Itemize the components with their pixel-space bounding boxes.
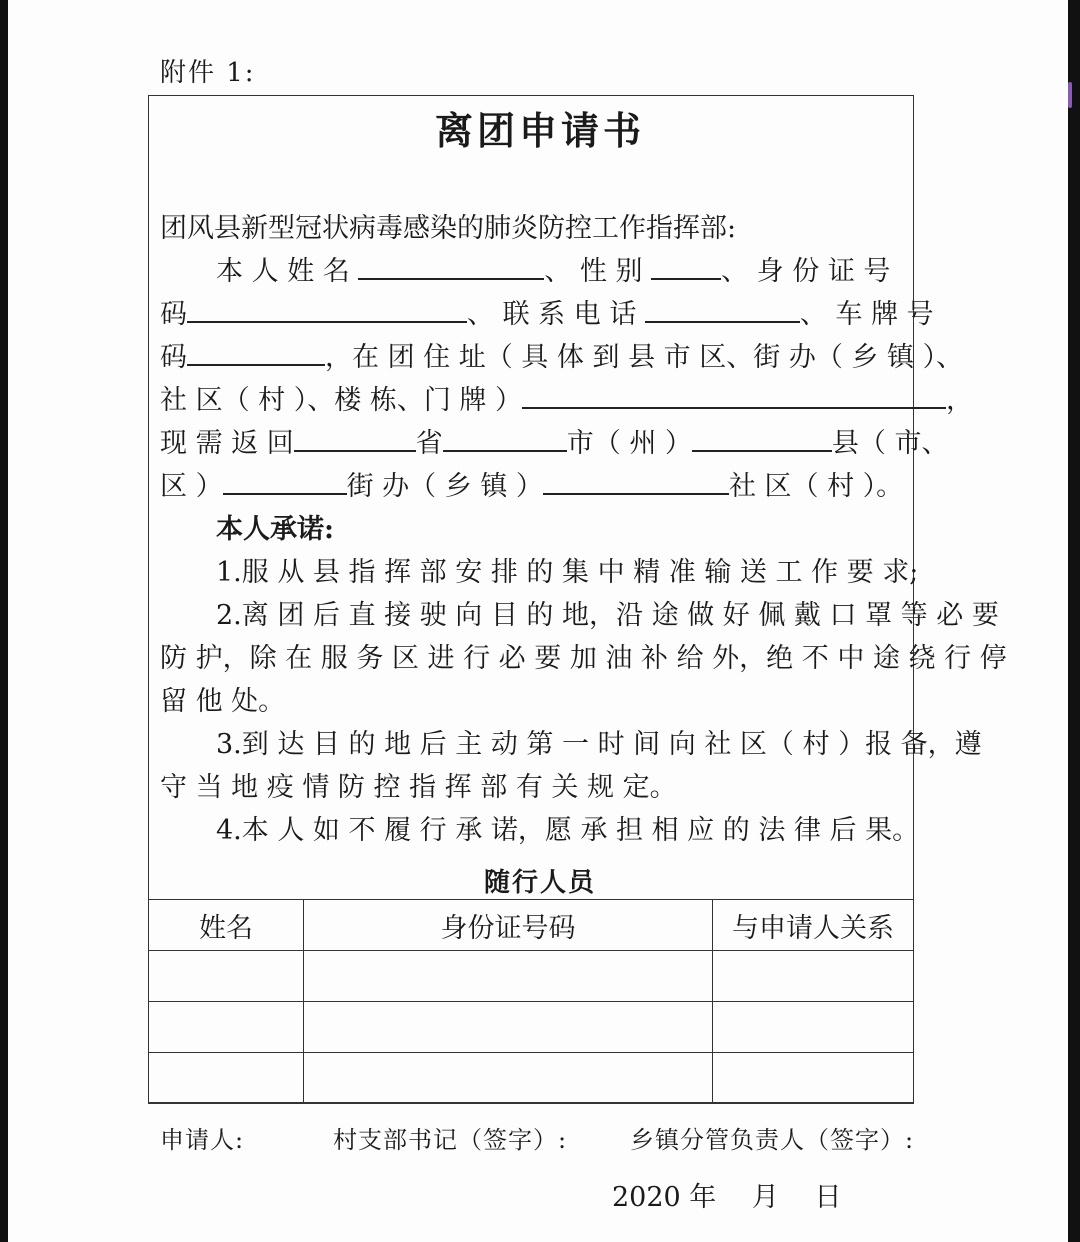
province-label: 省	[415, 428, 443, 459]
table-header-row	[149, 900, 914, 951]
header-id: 身份证号码	[304, 900, 713, 951]
table-cell[interactable]	[149, 1002, 304, 1053]
table-cell[interactable]	[149, 1053, 304, 1104]
attachment-label: 附件 1:	[160, 58, 256, 88]
id-label: 、 身 份 证 号	[721, 256, 891, 287]
plate-label-cont: 码	[160, 342, 187, 373]
form-line-5	[160, 427, 949, 461]
table-cell[interactable]	[713, 1053, 914, 1104]
form-line-4	[160, 384, 973, 418]
province-field[interactable]	[294, 428, 416, 452]
gender-field[interactable]	[651, 256, 721, 280]
table-cell[interactable]	[713, 951, 914, 1002]
table-row	[149, 1053, 914, 1104]
return-label: 现 需 返 回	[160, 428, 294, 459]
name-field[interactable]	[358, 256, 544, 280]
table-row	[149, 951, 914, 1002]
table-cell[interactable]	[149, 951, 304, 1002]
table-cell[interactable]	[304, 951, 713, 1002]
form-line-3	[160, 341, 963, 375]
page-title: 离团申请书	[434, 108, 645, 153]
name-label: 本 人 姓 名	[216, 256, 359, 287]
form-line-1	[216, 255, 890, 289]
county-label: 县（ 市、	[831, 428, 949, 459]
table-row	[149, 1002, 914, 1053]
applicant-signature: 申请人:	[160, 1126, 245, 1154]
community-label: 社 区（ 村 ）。	[728, 471, 904, 502]
street-label: 街 办（ 乡 镇 ）	[346, 471, 543, 502]
id-label-cont: 码	[160, 299, 187, 330]
street-field[interactable]	[223, 471, 347, 495]
table-cell[interactable]	[304, 1002, 713, 1053]
plate-label: 、 车 牌 号	[799, 299, 934, 330]
promise-2: 2.离 团 后 直 接 驶 向 目 的 地，沿 途 做 好 佩 戴 口 罩 等 必 要	[216, 600, 999, 631]
town-leader-signature: 乡镇分管负责人（签字）:	[630, 1126, 915, 1154]
promise-2-cont: 防 护，除 在 服 务 区 进 行 必 要 加 油 补 给 外，绝 不 中 途 绕 行 停	[160, 643, 1007, 674]
id-number-field[interactable]	[187, 299, 467, 323]
form-line-2	[160, 298, 934, 332]
promise-1: 1.服 从 县 指 挥 部 安 排 的 集 中 精 准 输 送 工 作 要 求;	[216, 557, 919, 588]
addressee: 团风县新型冠状病毒感染的肺炎防控工作指挥部:	[160, 213, 737, 244]
phone-label: 、 联 系 电 话	[467, 299, 645, 330]
promise-heading: 本人承诺:	[216, 514, 334, 545]
village-secretary-signature: 村支部书记（签字）:	[333, 1126, 568, 1154]
address-label-cont: 社 区（ 村 ）、楼 栋、门 牌 ）	[160, 385, 522, 416]
county-field[interactable]	[692, 428, 832, 452]
promise-4: 4.本 人 如 不 履 行 承 诺，愿 承 担 相 应 的 法 律 后 果。	[216, 815, 920, 846]
comma: ，	[946, 385, 973, 416]
table-cell[interactable]	[713, 1002, 914, 1053]
date-line: 2020 年 月 日	[612, 1182, 842, 1213]
promise-2-end: 留 他 处。	[160, 686, 286, 717]
header-relation: 与申请人关系	[713, 900, 914, 951]
phone-field[interactable]	[645, 299, 800, 323]
header-name: 姓名	[149, 900, 304, 951]
gender-label: 、 性 别	[544, 256, 652, 287]
city-label: 市（ 州 ）	[566, 428, 692, 459]
companions-table	[148, 899, 914, 1104]
companions-title: 随行人员	[483, 868, 596, 898]
district-label: 区 ）	[160, 471, 223, 502]
community-field[interactable]	[543, 471, 729, 495]
promise-3-cont: 守 当 地 疫 情 防 控 指 挥 部 有 关 规 定。	[160, 772, 677, 803]
table-cell[interactable]	[304, 1053, 713, 1104]
promise-3: 3.到 达 目 的 地 后 主 动 第 一 时 间 向 社 区（ 村 ）报 备，遵	[216, 729, 982, 760]
plate-field[interactable]	[187, 342, 325, 366]
address-label: ，在 团 住 址（ 具 体 到 县 市 区、街 办（ 乡 镇 ）、	[325, 342, 964, 373]
address-field[interactable]	[522, 385, 946, 409]
form-line-6	[160, 470, 903, 504]
city-field[interactable]	[443, 428, 567, 452]
